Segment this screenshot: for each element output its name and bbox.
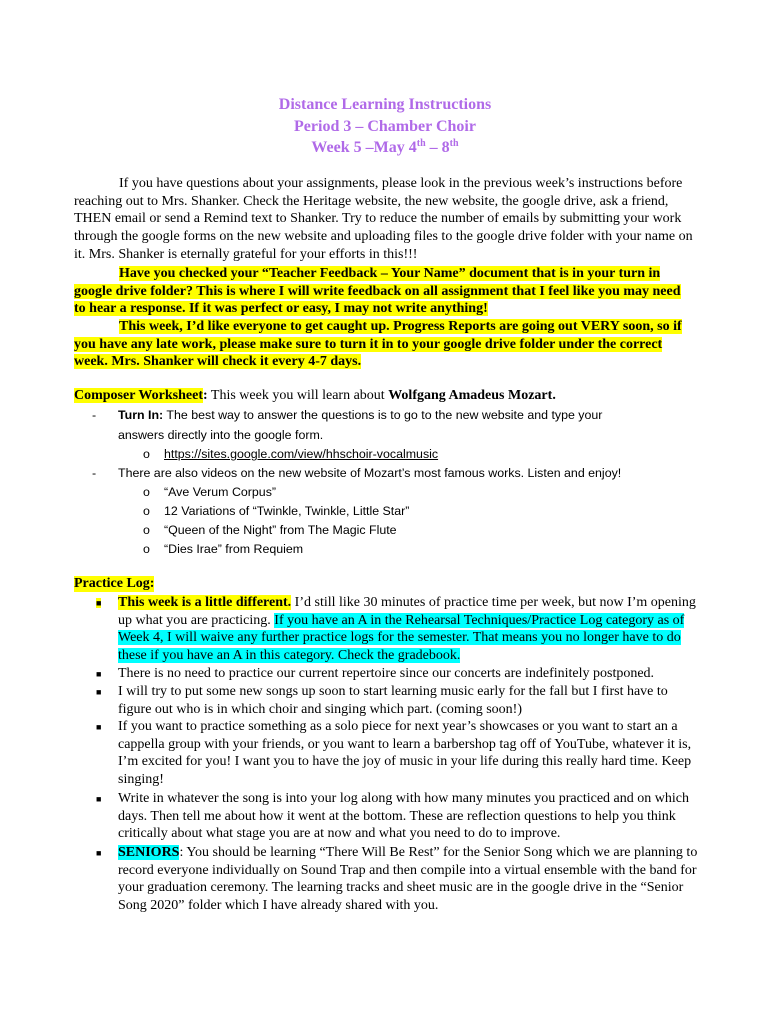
bullet-icon: ■ — [96, 848, 102, 858]
turn-in-item-cont: answers directly into the google form. — [118, 428, 324, 442]
bullet-icon: ■ — [96, 687, 102, 697]
feedback-paragraph: Have you checked your “Teacher Feedback – Your Name” document that is in your turn in google drive folder? This is where I will write feedback on all assignment that I feel like you may need to hear a response. If it was perfect or easy, I may not write anything! — [74, 266, 681, 317]
practice-item: This week is a little different. I’d still like 30 minutes of practice time per week, but now I’m opening up what you are practicing. If you have an A in the Rehearsal Techniques/Practice Log category as of Week 4, I will waive any further practice logs for the semester. That means you no longer have to do these if you have an A in this category. Check the gradebook. — [118, 595, 696, 664]
document-page: Distance Learning Instructions Period 3 – Chamber Choir Week 5 –May 4th – 8th If you have questions about your assignments, please look in the previous week’s instructions before reaching out to Mrs. Shanker. Check the Heritage website, the new website, the google drive, ask a friend, THEN email or send a Remind text to Shanker. Try to reduce the number of emails by submitting your work through the google forms on the new website and uploading files to the google drive folder with your name on it. Mrs. Shanker is eternally grateful for your efforts in this!!! Have you checked your “Teacher Feedback – Your Name” document that is in your turn in google drive folder? This is where I will write feedback on all assignment that I feel like you may need to hear a response. If it was perfect or easy, I may not write anything! This week, I’d like everyone to get caught up. Progress Reports are going out VERY soon, so if you have any late work, please make sure to turn it in to your google drive folder under the correct week. Mrs. Shanker will check it every 4-7 days. Composer Worksheet: This week you will learn about Wolfgang Amadeus Mozart. - Turn In: The best way to answer the questions is to go to the new website and type your answers directly into the google form. o https://sites.google.com/view/hhschoir-vocalmusic - There are also videos on the new website of Mozart’s most famous works. Listen and enjoy! o “Ave Verum Corpus” o 12 Variations of “Twinkle, Twinkle, Little Star” o “Queen of the Night” from The Magic Flute o “Dies Irae” from Requiem Practice Log: ■ This week is a little different. I’d still like 30 minutes of practice time per week, but now I’m opening up what you are practicing. If you have an A in the Rehearsal Techniques/Practice Log category as of Week 4, I will waive any further practice logs for the semester. That means you no longer have to do these if you have an A in this category. Check the gradebook. ■ There is no need to practice our current repertoire since our concerts are indefinitely postponed. ■ I will try to put some new songs up soon to start learning music early for the fall but I first have to figure out who is in which choir and singing which part. (coming soon!) ■ If you want to practice something as a solo piece for next year’s showcases or you want to start an a cappella group with your friends, or you want to learn a barbershop tag off of YouTube, whatever it is, I’m excited for you! I want you to have the joy of music in your life during this really hard time. Keep singing! ■ Write in whatever the song is into your log along with how many minutes you practiced and on which days. Then tell me about how it went at the bottom. These are reflection questions to help you think critically about what stage you are at now and what you need to do to improve. ■ SENIORS: You should be learning “There Will Be Rest” for the Senior Song which we are planning to record everyone individually on Sound Trap and then compile into a virtual ensemble with the band for your graduation ceremony. The learning tracks and sheet music are in the google drive in the “Senior Song 2020” folder which I have already shared with you. — [0, 0, 770, 1024]
practice-item: SENIORS: You should be learning “There Will Be Rest” for the Senior Song which we are planning to record everyone individually on Sound Trap and then compile into a virtual ensemble with the band for your graduation ceremony. The learning tracks and sheet music are in the google drive in the “Senior Song 2020” folder which I have already shared with you. — [118, 845, 698, 914]
intro-paragraph: If you have questions about your assignments, please look in the previous week’s instructions before reaching out to Mrs. Shanker. Check the Heritage website, the new website, the google drive, ask a friend, THEN email or send a Remind text to Shanker. Try to reduce the number of emails by submitting your work through the google forms on the new website and uploading files to the google drive folder with your name on it. Mrs. Shanker is eternally grateful for your efforts in this!!! — [74, 176, 693, 262]
website-link[interactable]: https://sites.google.com/view/hhschoir-vocalmusic — [164, 447, 439, 461]
bullet-icon: ■ — [96, 669, 102, 679]
practice-log-heading: Practice Log: — [74, 576, 155, 591]
week-heading: Week 5 –May 4th – 8th — [311, 138, 459, 156]
catch-up-paragraph: This week, I’d like everyone to get caught up. Progress Reports are going out VERY soon, so if you have any late work, please make sure to turn it in to your google drive folder under the correct week. Mrs. Shanker will check it every 4-7 days. — [74, 319, 682, 370]
practice-item: I will try to put some new songs up soon to start learning music early for the fall but I first have to figure out who is in which choir and singing which part. (coming soon!) — [118, 684, 668, 717]
bullet-icon: ■ — [96, 794, 102, 804]
composer-heading: Composer Worksheet: This week you will learn about Wolfgang Amadeus Mozart. — [74, 388, 556, 403]
document-subtitle: Period 3 – Chamber Choir — [294, 118, 476, 135]
bullet-icon: ■ — [96, 722, 102, 732]
document-title: Distance Learning Instructions — [278, 96, 492, 113]
practice-item: Write in whatever the song is into your log along with how many minutes you practiced and on which days. Then tell me about how it went at the bottom. These are reflection questions to help you think critically about what stage you are at now and what you need to do to improve. — [118, 791, 689, 842]
practice-item: If you want to practice something as a solo piece for next year’s showcases or you want to start an a cappella group with your friends, or you want to learn a barbershop tag off of YouTube, whatever it is, I’m excited for you! I want you to have the joy of music in your life during this really hard time. Keep singing! — [118, 719, 692, 788]
bullet-icon: ■ — [96, 598, 102, 608]
practice-item: There is no need to practice our current repertoire since our concerts are indefinitely postponed. — [118, 666, 655, 681]
